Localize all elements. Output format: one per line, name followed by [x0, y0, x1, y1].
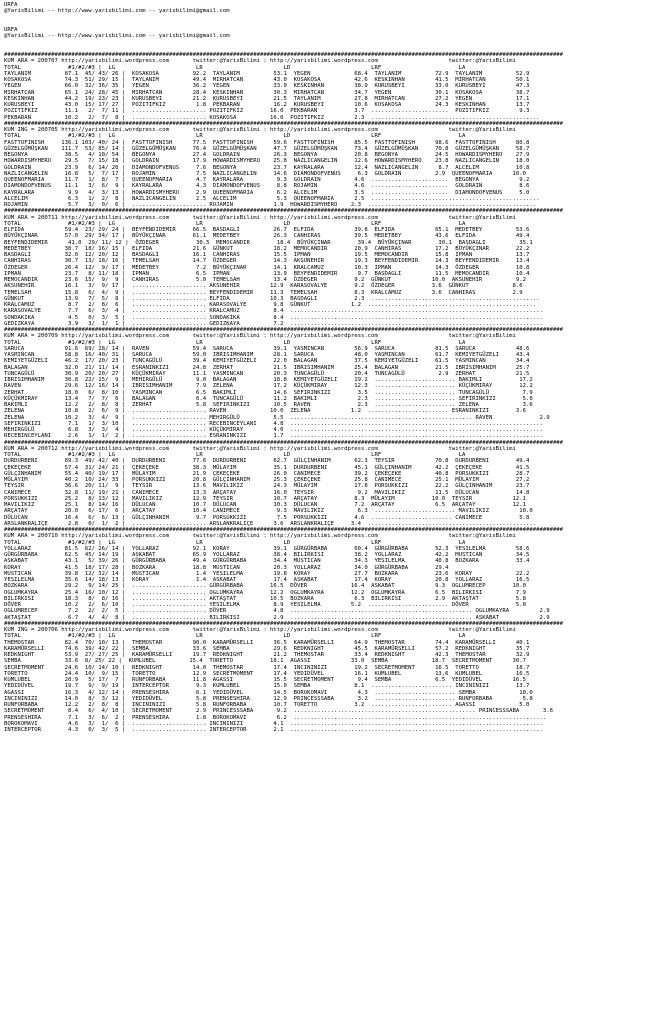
column-header: TOTAL #1/#2/#3 | LG LR LD LRF LA: [4, 339, 466, 346]
table-row: MIRHATCAN 65.1 24/ 28/ 45 | MIRHATCAN 28.4 KESKINHAN 30.3 MIRHATCAN 34.7 YEGEN 30.1 KOSAKOSA 38.7: [4, 89, 530, 96]
table-row: FASTTOFINISH 136.1 103/ 40/ 24 | FASTTOFINISH 77.5 FASTTOFINISH 59.6 FASTTOFINISH 85.5 FASTTOFINISH 98.6 FASTTOFINISH 80.8: [4, 139, 530, 146]
table-row: POZITIFKIZ 11.1 2/ 7/ 11 | ...................... POZITIFKIZ 16.0 PEKBARAN 3.7 ....................... POZITIFKIZ 9.3: [4, 108, 530, 115]
table-row: ZELENA 10.2 3/ 4/ 9 | ...................... MEHIRGÜLÜ 5.5 ...................................................... RAVEN 2.9: [4, 414, 550, 421]
separator-line: ######################################################################################################################################################################: [4, 527, 564, 533]
table-row: MÜLAYIM 40.2 10/ 24/ 33 | PORSUKKIZI 20.8 GÜLÇINHANIM 25.3 ÇEKEÇEKE 25.8 CANIMECE 25.1 MÜLAYIM 27.2: [4, 477, 530, 483]
table-row: BASDAGLI 32.0 12/ 20/ 12 | BASDAGLI 16.1 CANHIRAS 15.5 IPMAN 19.5 MEMOCANDIR 15.8 IPMAN 13.7: [4, 252, 530, 258]
table-row: KOSAKOSA 74.3 51/ 29/ 15 | TAYLANIM 49.4 MIRHATCAN 43.0 KOSAKOSA 42.6 KESKINHAN 41.5 MIRHATCAN 50.1: [4, 77, 530, 83]
table-row: KUMLUBEL 20.9 5/ 17/ 7 | RUNFORBABA 11.8 AGASSI 15.5 SECRETMOMENT 9.4 SEMBA 6.5 YEDIDÜVEL 16.5: [4, 677, 526, 683]
table-row: AKSUNEHIR 16.1 3/ 9/ 17 | ...................... AKSUNEHIR 12.9 KARASOVALYE 9.2 ÖZDEGER 3.6 GÜNKUT 8.6: [4, 283, 523, 290]
table-row: SEFIRINKIZI 7.1 1/ 3/ 10 | ...................... RECEBINCEYLANI 4.8 ...........................................................................: [4, 420, 543, 427]
table-row: BOROKOMAVI 4.6 3/ 1/ 6 | ...................... INCININIZI 4.1 ...........................................................................: [4, 720, 543, 727]
venue-title: URFA: [4, 27, 18, 33]
table-row: DÖVER 10.2 2/ 6/ 10 | ...................... YESILELMA 8.9 YESILELMA 5.2 ........................ DÖVER 5.0: [4, 602, 526, 608]
table-row: CANHIRAS 30.7 13/ 18/ 16 | TEMELSAH 14.7 ÖZDEGER 14.3 AKSUNEHIR 19.3 BEYFENDIDEMIR 14.3 BEYFENDIDEMIR 13.4: [4, 258, 530, 265]
separator-line: ######################################################################################################################################################################: [4, 439, 564, 446]
table-row: MAVILIKIZ 25.1 8/ 14/ 16 | DÜLUCAN 10.7 DÜLUCAN 10.3 DÜLUCAN 7.2 ARÇATAY 6.5 ARÇATAY 12.1: [4, 502, 526, 508]
table-row: ÇEKEÇEKE 57.4 31/ 24/ 21 | ÇEKEÇEKE 38.3 MÜLAYIM 35.1 DURDURBENI 45.1 GÜLÇINHANIM 42.2 ÇEKEÇEKE 41.5: [4, 464, 530, 471]
table-row: AGASSI 16.3 4/ 12/ 14 | PRENSESHIRA 6.1 YEDIDÜVEL 14.5 BOROKOMAVI 4.3 ........................ SEMBA 10.0: [4, 689, 533, 696]
table-row: GÜZELGÜMÜŞKAN 111.7 53/ 85/ 14 | GÜZELGÜMÜŞKAN 76.4 GÜZELGÜMÜŞKAN 47.7 GÜZELGÜMÜŞKAN 73.4 GÜZELGÜMÜŞKAN 70.8 GÜZELGÜMÜŞKAN 58.7: [4, 145, 530, 152]
race-header: KUM ARA = 200707 http://yarisbilimi.wordpress.com twitter:@YarisBilimi : http://yarisbilimi.wordpress.com twitter:@YarisBilimi: [4, 58, 516, 65]
table-row: GEDIZKAYA 3.9 3/ 1/ 1 | ...................... GEDIZKAYA 7.2 ...........................................................................: [4, 320, 543, 327]
table-row: SONDAKIKA 4.5 0/ 3/ 5 | ...................... SONDAKIKA 8.4 ...........................................................................: [4, 314, 543, 321]
separator-line: ######################################################################################################################################################################: [4, 52, 564, 58]
table-row: BEYFENDIDEMIR 41.0 29/ 11/ 12 | ÖZDEGER 30.5 MEMOCANDIR 18.4 BÜYÜKÇINAR 39.4 BÜYÜKÇINAR 30.1 BASDAGLI 35.1: [4, 239, 533, 246]
column-header: TOTAL #1/#2/#3 | LG LR LD LRF LA: [4, 220, 466, 227]
race-header: KUM ARA = 200711 http://yarisbilimi.wordpress.com twitter:@YarisBilimi : http://yarisbilimi.wordpress.com twitter:@YarisBilimi: [4, 214, 516, 221]
table-row: BEGONYA 38.5 4/ 10/ 54 | BEGONYA 27.4 GOLDRAIN 26.3 BEGONYA 20.8 BEGONYA 24.5 HOWARDISMYHERO 27.9: [4, 152, 530, 158]
table-row: ÖZDEGER 26.4 12/ 9/ 17 | MEDETBEY 7.2 BÜYÜKÇINAR 14.1 KRALCAMUZ 10.3 IPMAN 14.3 ÖZDEGER 10.8: [4, 264, 530, 271]
table-row: INCININIZI 14.0 8/ 3/ 12 | YEDIDÜVEL 5.8 PRENSESHIRA 12.9 PRINCESSSABA 3.2 ........................ RUNFORBABA 5.8: [4, 695, 533, 702]
table-row: RECEBINCEYLANI 2.6 1/ 1/ 2 | ...................... ESRANINKIZI 1.7 ...........................................................................: [4, 433, 543, 440]
separator-line: ######################################################################################################################################################################: [4, 620, 564, 627]
table-row: OGLUMKAYRA 25.4 16/ 10/ 12 | ...................... OGLUMKAYRA 12.2 OGLUMKAYRA 12.2 OGLUMKAYRA 6.5 BILIRKISI 7.9: [4, 589, 526, 596]
contact-line: @YarisBilimi -- http://www.yarisbilimi.com -- yarisbilimi@gmail.com: [4, 8, 230, 15]
table-row: REDKNIGHT 53.9 27/ 27/ 25 | KARAMÜRSELLI 19.7 REDKNIGHT 21.2 THEMOSTAR 33.4 REDKNIGHT 42.3 THEMOSTAR 32.9: [4, 652, 530, 658]
table-row: YEDIDÜVEL 19.7 9/ 9/ 19 | INTERCEPTOR 9.3 KUMLUBEL 15.0 SEMBA 8.1 ........................ INCININIZI 13.7: [4, 683, 530, 690]
column-header: TOTAL #1/#2/#3 | LG LR LD LRF LA: [4, 133, 466, 140]
column-header: TOTAL #1/#2/#3 | LG LR LD LRF LA: [4, 633, 466, 640]
table-row: PEKBARAN 10.2 2/ 7/ 8 | ...................... KOSAKOSA 16.0 POZITIFKIZ 2.3 ..................................................: [4, 114, 540, 121]
table-row: KRALCAMUZ 8.7 2/ 8/ 6 | ...................... KARASOVALYE 9.8 GÜNKUT 1.2 ..................................................: [4, 302, 537, 308]
table-row: ARÇATAY 20.0 6/ 17/ 6 | ARÇATAY 10.4 CANIMECE 9.3 MAVILIKIZ 6.3 ........................ MAVILIKIZ 10.0: [4, 508, 533, 515]
race-header: KUM ING = 200705 http://yarisbilimi.wordpress.com twitter:@YarisBilimi : http://yarisbilimi.wordpress.com twitter:@YarisBilimi: [4, 127, 516, 133]
table-row: GOLDRAIN 23.9 6/ 14/ 20 | DIAMONDOFVENUS 7.6 BEGONYA 23.7 KAYRALARA 12.4 NAZLICANGELIN 8.7 ALCELIM 10.8: [4, 164, 530, 171]
table-row: YOLLARAZ 81.5 62/ 26/ 14 | YOLLARAZ 92.1 KORAY 39.1 GÜRGÜRBABA 60.4 GÜRGÜRBABA 52.3 YESILELMA 58.6: [4, 545, 530, 552]
table-row: KURUSBEYI 43.0 15/ 17/ 27 | POZITIFKIZ 1.8 PEKBARAN 16.2 KURUSBEYI 10.6 KOSAKOSA 24.3 KESKINHAN 13.7: [4, 102, 530, 108]
table-row: SEMBA 33.6 8/ 25/ 22 | KUMLUBEL 15.4 TORETTO 18.1 AGASSI 33.0 SEMBA 18.7 SECRETMOMENT 30.7: [4, 658, 526, 665]
table-row: TEMELSAH 15.8 6/ 4/ 9 | ...................... BEYFENDIDEMIR 11.3 TEMELSAH 8.3 KRALCAMUZ 3.6 CANHIRAS 2.9: [4, 289, 523, 296]
separator-line: ######################################################################################################################################################################: [4, 208, 564, 215]
table-row: TAYLANIM 87.1 45/ 43/ 26 | KOSAKOSA 92.2 TAYLANIM 53.1 YEGEN 68.4 TAYLANIM 72.9 TAYLANIM 52.9: [4, 70, 530, 77]
table-row: DIAMONDOFVENUS 11.1 3/ 6/ 9 | KAYRALARA 4.3 DIAMONDOFVENUS 8.8 ROJAMIN 4.6 ....................... GOLDRAIN 8.6: [4, 183, 530, 190]
table-row: AKTAŞTAT 6.7 4/ 4/ 8 | ...................... BILIRKISI 2.9 ...................................................... ASKABAT 2.9: [4, 614, 550, 621]
table-row: PRENSESHIRA 7.1 3/ 6/ 2 | PRENSESHIRA 1.8 BOROKOMAVI 6.2 ...........................................................................: [4, 714, 547, 721]
table-row: SECRETMOMENT 8.4 6/ 4/ 10 | SECRETMOMENT 2.9 PRINCESSSABA 9.2 ...................................................... PRINCESSSABA 3.6: [4, 708, 553, 715]
table-row: ARSLANKRALIÇE 2.8 0/ 1/ 2 | ...................... ARSLANKRALIÇE 3.6 ARSLANKRALIÇE 3.4 ..................................................: [4, 520, 537, 527]
table-row: GÜNKUT 13.9 7/ 5/ 8 | ...................... ELFIDA 10.3 BASDAGLI 2.3 ..................................................: [4, 295, 540, 302]
race-header: KUM ING = 200706 http://yarisbilimi.wordpress.com twitter:@YarisBilimi : http://yarisbilimi.wordpress.com twitter:@YarisBilimi: [4, 627, 516, 633]
table-row: IPMAN 23.7 8/ 11/ 18 | IPMAN 6.5 IPMAN 13.9 BEYFENDIDEMIR 9.7 BASDAGLI 11.5 MEMOCANDIR 10.4: [4, 270, 530, 277]
table-row: MEMOCANDIR 23.6 15/ 9/ 9 | CANHIRAS 5.0 TEMELSAH 13.4 ÖZDEGER 9.2 GÜNKUT 10.0 AKSUNEHIR 9.2: [4, 277, 526, 283]
table-row: DÜLUCAN 16.4 6/ 6/ 13 | GÜLÇINHANIM 9.7 PORSUKKIZI 7.5 PORSUKKIZI 4.6 ........................ CANIMECE 5.8: [4, 514, 530, 521]
race-header: KUM ARA = 200710 http://yarisbilimi.wordpress.com twitter:@YarisBilimi : http://yarisbilimi.wordpress.com twitter:@YarisBilimi: [4, 533, 516, 540]
table-row: NAZLICANGELIN 16.8 5/ 7/ 17 | ROJAMIN 7.5 NAZLICANGELIN 14.6 DIAMONDOFVENUS 6.3 GOLDRAIN 2.9 QUEENOFMARIA 10.0: [4, 170, 526, 177]
table-row: KAYRALARA 9.9 4/ 3/ 13 | HOWARDISMYHERO 2.9 QUEENOFMARIA 6.2 ALCELIM 3.5 ....................... DIAMONDOFVENUS 5.0: [4, 189, 530, 196]
contact-line: @YarisBilimi -- http://www.yarisbilimi.com -- yarisbilimi@gmail.com: [4, 33, 230, 40]
table-row: YASMINCAN 58.8 16/ 40/ 31 | SARUCA 59.0 IBRISIMHANIM 28.1 SARUCA 48.0 YASMINCAN 61.7 KEMIYETGÜZELI 43.4: [4, 352, 530, 358]
table-row: ROJAMIN 5.7 3/ 0/ 6 | ...................... ROJAMIN 1.9 HOWARDISMYHERO 2.3 ..................................................: [4, 202, 537, 208]
table-row: RAVEN 29.6 12/ 16/ 14 | IBRISIMHANIM 7.9 ZELENA 17.2 KÜÇÜKMIRAY 12.3 ........................ KÜÇÜKMIRAY 12.2: [4, 383, 533, 390]
table-row: KEMIYETGÜZELI 46.2 17/ 20/ 23 | TUNCAGÜLÜ 39.4 KEMIYETGÜZELI 22.0 BALAGAN 37.5 KEMIYETGÜZELI 61.5 YASMINCAN 34.4: [4, 358, 530, 365]
table-row: BALAGAN 32.0 21/ 11/ 14 | ESRANINKIZI 24.8 ZERHAT 21.5 IBRISIMHANIM 25.4 BALAGAN 21.5 IBRISIMHANIM 25.7: [4, 364, 530, 371]
table-row: ASKABAT 43.1 5/ 39/ 26 | GÜRGÜRBABA 49.4 GÜRGÜRBABA 34.4 MUSTICAN 34.3 YESILELMA 40.8 BOZKARA 33.4: [4, 558, 530, 565]
table-row: TUNCAGÜLÜ 30.9 20/ 20/ 27 | KÜÇÜKMIRAY 11.1 YASMINCAN 20.3 TUNCAGÜLÜ 20.4 TUNCAGÜLÜ 2.9 ZERHAT 21.5: [4, 370, 530, 377]
table-row: KÜÇÜKMIRAY 13.4 7/ 7/ 6 | BALAGAN 6.4 TUNCAGÜLÜ 11.2 BAKIMLI 2.3 ........................ SEFIRINKIZI 5.0: [4, 395, 533, 402]
table-row: INTERCEPTOR 4.3 0/ 3/ 5 | ...................... INTERCEPTOR 2.1 ...........................................................................: [4, 727, 543, 733]
table-row: TEYSIR 36.6 20/ 11/ 9 | TEYSIR 13.6 MAVILIKIZ 24.3 MÜLAYIM 17.8 PORSUKKIZI 22.2 GÜLÇINHANIM 23.7: [4, 483, 530, 490]
table-row: YEGEN 66.0 32/ 36/ 35 | YEGEN 36.2 YEGEN 33.0 KESKINHAN 38.9 KURUSBEYI 33.0 KURUSBEYI 47.3: [4, 83, 530, 90]
column-header: TOTAL #1/#2/#3 | LG LR LD LRF LA: [4, 64, 466, 71]
race-header: KUM ARA = 200712 http://yarisbilimi.wordpress.com twitter:@YarisBilimi : http://yarisbilimi.wordpress.com twitter:@YarisBilimi: [4, 445, 516, 452]
table-row: RUNFORBABA 12.2 2/ 8/ 8 | INCININIZI 5.8 RUNFORBABA 10.7 TORETTO 3.2 ........................ AGASSI 5.0: [4, 702, 530, 708]
separator-line: ######################################################################################################################################################################: [4, 327, 564, 333]
table-row: ZELENA 10.8 2/ 6/ 9 | ...................... RAVEN 10.0 ZELENA 1.2 ........................ ESRANINKIZI 3.6: [4, 408, 526, 415]
table-row: OGLUMRECEP 7.2 2/ 2/ 5 | ...................... DÖVER 4.8 ...................................................... OGLUMKAYRA 2.9: [4, 608, 550, 615]
table-row: BÜYÜKÇINAR 57.0 29/ 34/ 17 | BÜYÜKÇINAR 61.1 MEDETBEY 26.3 CANHIRAS 39.5 MEDETBEY 43.6 ELFIDA 49.4: [4, 233, 530, 240]
table-row: SECRETMOMENT 24.6 10/ 14/ 10 | REDKNIGHT 14.0 THEMOSTAR 17.4 INCININIZI 19.2 SECRETMOMENT 16.5 TORETTO 18.7: [4, 664, 530, 671]
table-row: MEHIRGÜLÜ 6.8 3/ 3/ 4 | ...................... KÜÇÜKMIRAY 4.0 ...........................................................................: [4, 427, 543, 433]
table-row: BILIRKISI 18.3 8/ 8/ 16 | ...................... AKTAŞTAT 10.5 BOZKARA 6.3 BILIRKISI 2.9 AKTAŞTAT 5.8: [4, 595, 526, 602]
table-row: MEDETBEY 38.7 18/ 16/ 15 | ELFIDA 21.6 GÜNKUT 18.2 MEMOCANDIR 20.9 CANHIRAS 17.2 BÜYÜKÇINAR 22.2: [4, 245, 530, 252]
table-row: THEMOSTAR 82.4 70/ 10/ 13 | THEMOSTAR 90.0 KARAMÜRSELLI 36.5 KARAMÜRSELLI 64.9 THEMOSTAR 74.4 KARAMÜRSELLI 40.1: [4, 639, 530, 646]
separator-line: ######################################################################################################################################################################: [4, 120, 564, 127]
table-row: ALCELIM 6.3 1/ 2/ 8 | NAZLICANGELIN 2.5 ALCELIM 5.3 QUEENOFMARIA 2.5 ..................................................: [4, 195, 540, 202]
table-row: SARUCA 91.6 69/ 28/ 14 | RAVEN 59.4 SARUCA 39.1 YASMINCAN 56.9 SARUCA 81.5 SARUCA 48.6: [4, 345, 530, 352]
table-row: KORAY 41.5 18/ 17/ 28 | BOZKARA 18.8 MUSTICAN 20.3 YOLLARAZ 34.0 GÜRGÜRBABA 29.4: [4, 564, 449, 571]
race-header: KUM ARA = 200709 http://yarisbilimi.wordpress.com twitter:@YarisBilimi : http://yarisbilimi.wordpress.com twitter:@YarisBilimi: [4, 333, 516, 340]
venue-title: URFA: [4, 2, 18, 8]
results-document: [4, 2, 671, 733]
table-row: ELFIDA 59.4 23/ 29/ 24 | BEYFENDIDEMIR 66.5 BASDAGLI 26.7 ELFIDA 39.8 ELFIDA 65.1 MEDETBEY 53.6: [4, 227, 530, 233]
table-row: IBRISIMHANIM 30.8 22/ 15/ 9 | MEHIRGÜLÜ 9.0 BALAGAN 18.8 KEMIYETGÜZELI 19.2 ........................ BAKIMLI 17.2: [4, 377, 533, 383]
table-row: TORETTO 24.4 10/ 9/ 15 | TORETTO 12.9 SECRETMOMENT 17.4 YEDIDÜVEL 16.1 KUMLUBEL 13.6 KUMLUBEL 16.5: [4, 670, 530, 677]
column-header: TOTAL #1/#2/#3 | LG LR LD LRF LA: [4, 539, 466, 546]
table-row: PORSUKKIZI 25.2 8/ 13/ 12 | MAVILIKIZ 12.9 TEYSIR 10.7 ARÇATAY 8.3 MÜLAYIM 10.0 TEYSIR 12.1: [4, 495, 526, 502]
table-row: DURDURBENI 89.3 49/ 42/ 40 | DURDURBENI 77.6 DURDURBENI 62.7 GÜLÇINHANIM 62.3 TEYSIR 70.8 DURDURBENI 49.4: [4, 458, 530, 465]
table-row: HOWARDISMYHERO 29.5 7/ 15/ 18 | GOLDRAIN 17.9 HOWARDISMYHERO 25.8 NAZLICANGELIN 12.6 HOWARDISMYHERO 23.8 NAZLICANGELIN 18.0: [4, 158, 530, 165]
table-row: YESILELMA 35.6 14/ 18/ 13 | KORAY 1.4 ASKABAT 17.4 ASKABAT 17.4 KORAY 20.8 YOLLARAZ 16.5: [4, 577, 530, 583]
column-header: TOTAL #1/#2/#3 | LG LR LD LRF LA: [4, 452, 466, 458]
table-row: KARASOVALYE 7.7 6/ 3/ 4 | ...................... KRALCAMUZ 8.4 ...........................................................................: [4, 308, 543, 315]
table-row: MUSTICAN 39.8 12/ 32/ 14 | MUSTICAN 1.4 YESILELMA 19.8 KORAY 27.7 BOZKARA 23.6 KORAY 22.2: [4, 570, 530, 577]
table-row: CANIMECE 32.8 11/ 19/ 21 | CANIMECE 13.3 ARÇATAY 16.0 TEYSIR 9.2 MAVILIKIZ 11.5 DÜLUCAN 14.8: [4, 489, 530, 496]
table-row: QUEENOFMARIA 11.7 1/ 8/ 7 | QUEENOFMARIA 4.7 KAYRALARA 9.3 GOLDRAIN 4.6 ....................... BEGONYA 9.2: [4, 177, 530, 183]
table-row: GÜLÇINHANIM 55.4 40/ 19/ 17 | MÜLAYIM 21.9 ÇEKEÇEKE 26.0 CANIMECE 39.2 ÇEKEÇEKE 40.8 PORSUKKIZI 28.7: [4, 470, 530, 477]
table-row: KESKINHAN 44.2 19/ 23/ 23 | KURUSBEYI 21.2 KURUSBEYI 21.5 TAYLANIM 27.8 MIRHATCAN 27.2 YEGEN 17.1: [4, 95, 530, 102]
table-row: KARAMÜRSELLI 74.6 39/ 42/ 22 | SEMBA 33.6 SEMBA 29.6 REDKNIGHT 45.5 KARAMÜRSELLI 57.2 REDKNIGHT 35.7: [4, 645, 530, 652]
table-row: BAKIMLI 12.2 2/ 8/ 8 | ZERHAT 5.8 SEFIRINKIZI 10.5 RAVEN 2.3 ........................ ZELENA 3.6: [4, 402, 533, 408]
table-row: ZERHAT 18.0 6/ 8/ 10 | YASMINCAN 6.5 BAKIMLI 14.6 SEFIRINKIZI 3.5 ........................ TUNCAGÜLÜ 7.9: [4, 389, 533, 396]
table-row: BOZKARA 29.2 9/ 14/ 25 | ...................... GÜRGÜRBABA 16.5 DÖVER 16.4 ASKABAT 9.3 OGLUMRECEP 10.0: [4, 583, 526, 590]
table-row: GÜRGÜRBABA 62.5 45/ 14/ 19 | ASKABAT 65.9 YOLLARAZ 38.4 BILIRKISI 38.2 YOLLARAZ 42.2 MUSTICAN 34.5: [4, 552, 530, 558]
